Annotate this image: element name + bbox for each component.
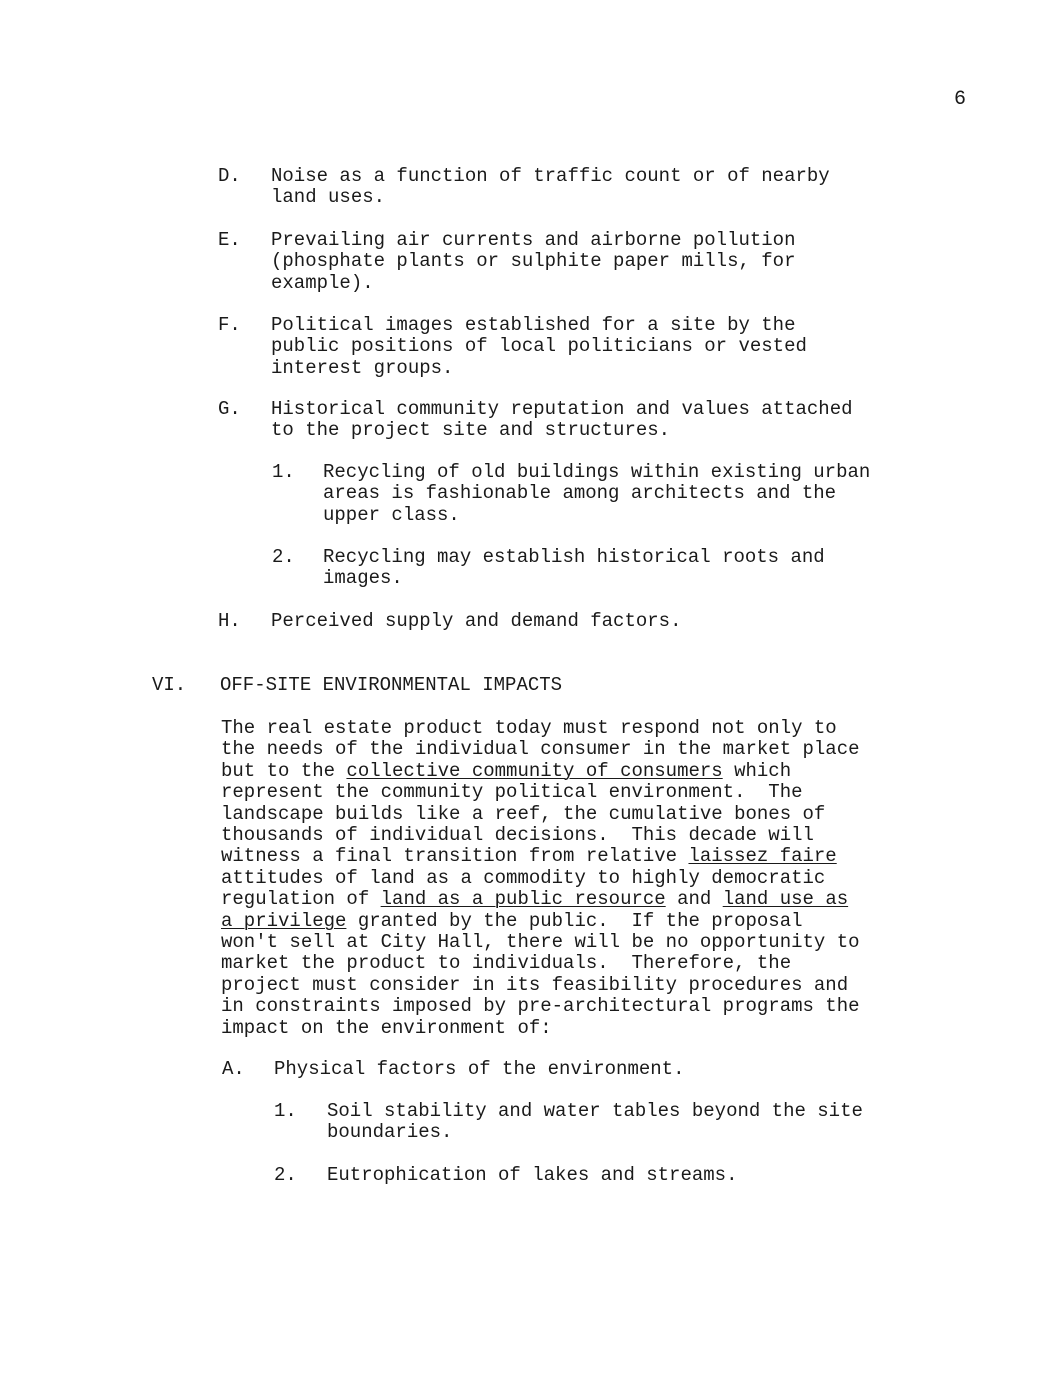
- underlined-phrase: land as a public resource: [380, 888, 666, 911]
- item-text: Recycling may establish historical roots and images.: [323, 546, 825, 590]
- item-text: Political images established for a site by the public positions of local politicians or vested interest groups.: [271, 314, 807, 379]
- item-label: F.: [218, 314, 241, 336]
- item-text: Historical community reputation and values attached to the project site and structures.: [271, 398, 853, 442]
- item-label: 1.: [272, 461, 295, 483]
- item-text: Recycling of old buildings within existing urban areas is fashionable among architects and the upper class.: [323, 461, 871, 526]
- item-label: E.: [218, 229, 241, 251]
- underlined-phrase: laissez faire: [688, 845, 837, 868]
- item-text: Physical factors of the environment.: [274, 1058, 685, 1080]
- underlined-phrase: a privilege: [221, 909, 347, 932]
- page-number: 6: [954, 88, 967, 111]
- item-label: A.: [222, 1058, 245, 1080]
- item-text: Perceived supply and demand factors.: [271, 610, 682, 632]
- body-paragraph: The real estate product today must respond not only to the needs of the individual consumer in the market place but to the collective community of consumers which represent the community political environment. The landscape builds like a reef, the cumulative bones of thousands of individual decisions. This decade will witness a final transition from relative laissez faire attitudes of land as a commodity to highly democratic regulation of land as a public resource and land use as a privilege granted by the public. If the proposal won't sell at City Hall, there will be no opportunity to market the product to individuals. Therefore, the project must consider in its feasibility procedures and in constraints imposed by pre-architectural programs the impact on the environment of:: [221, 717, 860, 1039]
- item-label: H.: [218, 610, 241, 632]
- item-label: D.: [218, 165, 241, 187]
- section-title: OFF-SITE ENVIRONMENTAL IMPACTS: [220, 674, 563, 696]
- item-label: 2.: [274, 1164, 297, 1186]
- item-text: Eutrophication of lakes and streams.: [327, 1164, 738, 1186]
- underlined-phrase: land use as: [722, 888, 849, 911]
- section-numeral: VI.: [152, 674, 187, 696]
- item-text: Prevailing air currents and airborne pollution (phosphate plants or sulphite paper mills, for example).: [271, 229, 796, 294]
- item-label: G.: [218, 398, 241, 420]
- item-text: Noise as a function of traffic count or of nearby land uses.: [271, 165, 830, 209]
- underlined-phrase: collective community of consumers: [346, 759, 723, 782]
- item-label: 2.: [272, 546, 295, 568]
- item-text: Soil stability and water tables beyond the site boundaries.: [327, 1100, 863, 1144]
- item-label: 1.: [274, 1100, 297, 1122]
